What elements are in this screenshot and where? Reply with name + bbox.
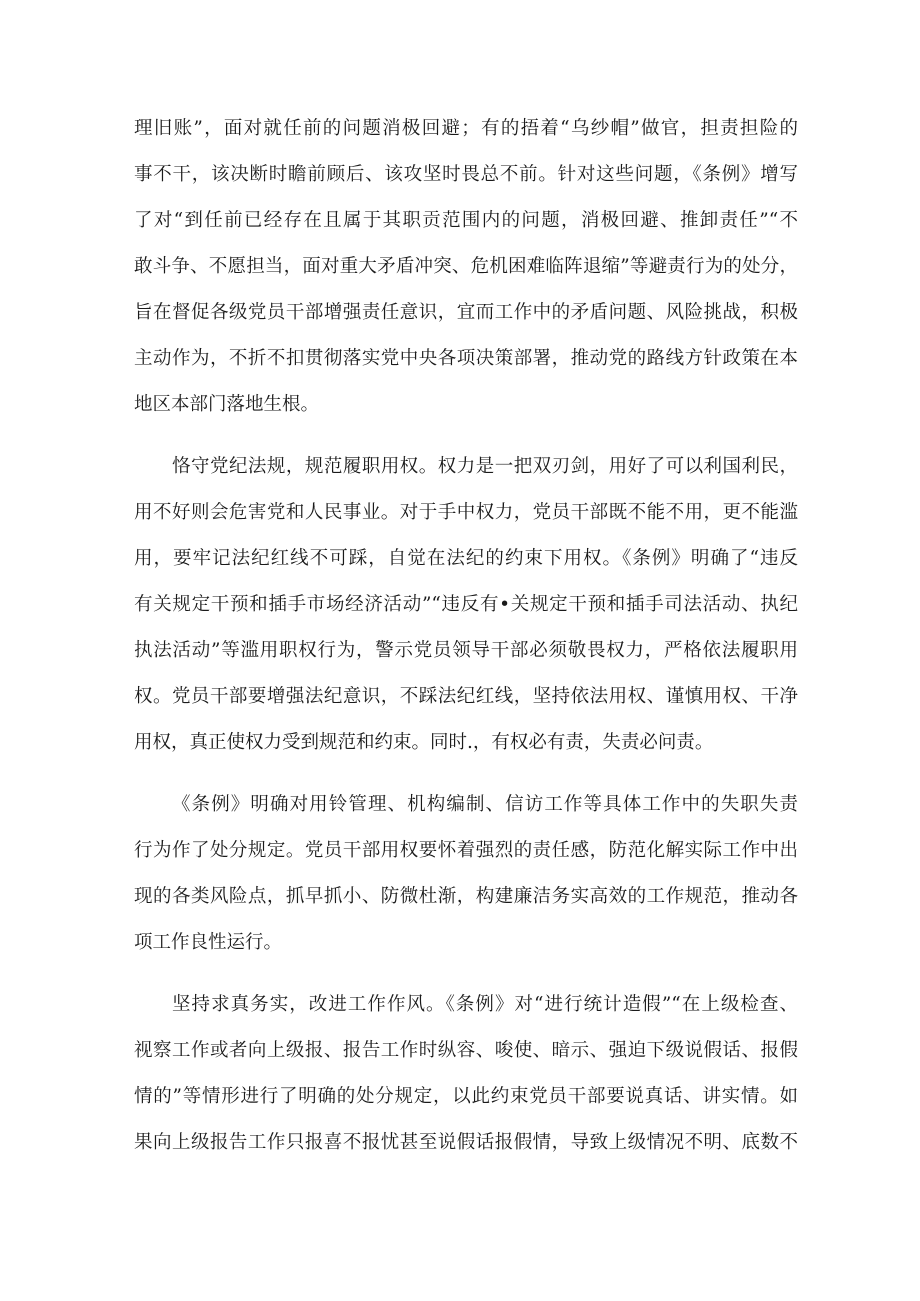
text-line: 《条例》明确对用铃管理、机构编制、信访工作等具体工作中的失职失责 <box>172 794 798 815</box>
text-line: 事不干，该决断时瞻前顾后、该攻坚时畏总不前。针对这些问题，《条例》增写 <box>134 164 798 185</box>
text-line: 主动作为，不折不扣贯彻落实党中央各项决策部署，推动党的路线方针政策在本 <box>134 348 798 369</box>
text-line: 执法活动”等滥用职权行为，警示党员领导干部必须敬畏权力，严格依法履职用 <box>134 640 798 661</box>
text-line: 了对“到任前已经存在且属于其职贡范围内的问题，消极回避、推卸责任”“不 <box>134 210 798 231</box>
text-line: 有关规定干预和插手市场经济活动”“违反有•关规定干预和插手司法活动、执纪 <box>134 594 798 615</box>
text-line: 地区本部门落地生根。 <box>134 394 320 415</box>
text-line: 恪守党纪法规，规范履职用权。权力是一把双刃剑，用好了可以利国利民， <box>172 456 798 477</box>
text-line: 视察工作或者向上级报、报告工作时纵容、唆使、暗示、强迫下级说假话、报假 <box>134 1040 798 1061</box>
text-line: 用不好则会危害党和人民事业。对于手中权力，党员干部既不能不用，更不能滥 <box>134 502 798 523</box>
text-line: 项工作良性运行。 <box>134 932 283 953</box>
text-line: 用，要牢记法纪红线不可踩，自觉在法纪的约束下用权。《条例》明确了“违反 <box>134 548 798 569</box>
text-line: 果向上级报告工作只报喜不报忧甚至说假话报假情，导致上级情况不明、底数不 <box>134 1132 798 1153</box>
text-line: 坚持求真务实，改进工作作风。《条例》对“进行统计造假”“在上级检查、 <box>172 994 798 1015</box>
text-line: 理旧账”，面对就任前的问题消极回避；有的捂着“乌纱帽”做官，担责担险的 <box>134 118 798 139</box>
text-line: 旨在督促各级党员干部增强责任意识，宜而工作中的矛盾问题、风险挑战，积极 <box>134 302 798 323</box>
text-line: 情的”等情形进行了明确的处分规定，以此约束党员干部要说真话、讲实情。如 <box>134 1086 798 1107</box>
text-line: 行为作了处分规定。党员干部用权要怀着强烈的责任感，防范化解实际工作中出 <box>134 840 798 861</box>
text-line: 现的各类风险点，抓早抓小、防微杜渐，构建廉洁务实高效的工作规范，推动各 <box>134 886 798 907</box>
text-line: 敢斗争、不愿担当，面对重大矛盾冲突、危机困难临阵退缩”等避责行为的处分， <box>134 256 798 277</box>
text-line: 权。党员干部要增强法纪意识，不踩法纪红线，坚持依法用权、谨慎用权、干净 <box>134 686 798 707</box>
text-line: 用权，真正使权力受到规范和约束。同时.，有权必有责，失责必问责。 <box>134 732 714 753</box>
